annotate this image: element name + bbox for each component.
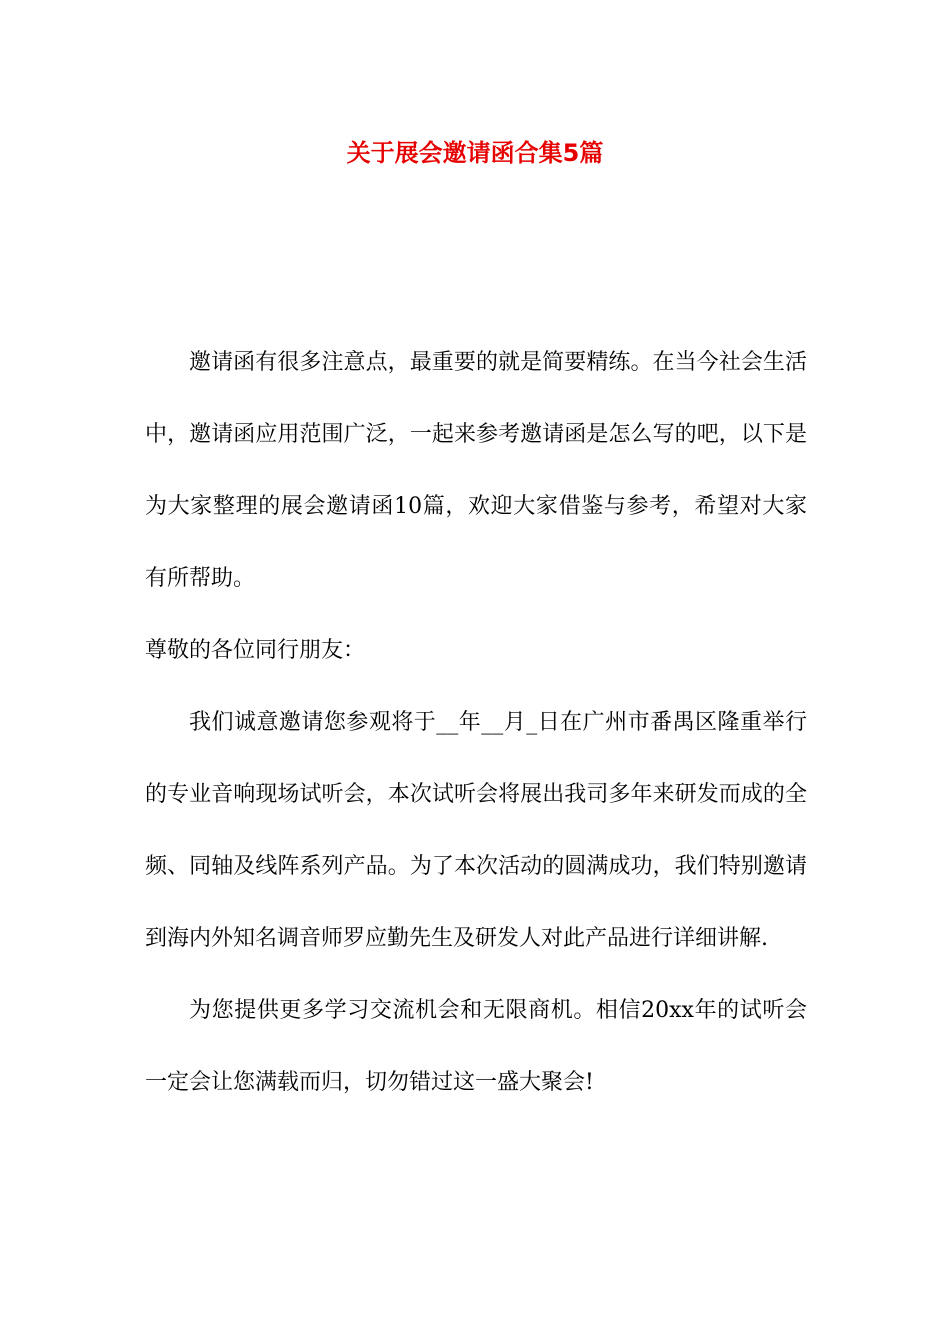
closing-paragraph: 为您提供更多学习交流机会和无限商机。相信20xx年的试听会一定会让您满载而归，切勿错过这一盛大聚会! [145,998,807,1095]
document-body [145,327,807,1119]
salutation: 尊敬的各位同行朋友： [145,638,366,663]
intro-paragraph: 邀请函有很多注意点，最重要的就是简要精练。在当今社会生活中，邀请函应用范围广泛，一起来参考邀请函是怎么写的吧，以下是为大家整理的展会邀请函10篇，欢迎大家借鉴与参考，希望对大家有所帮助。 [145,350,807,591]
document-title: 关于展会邀请函合集5篇 [346,139,604,167]
invitation-paragraph: 我们诚意邀请您参观将于__年__月_日在广州市番禺区隆重举行的专业音响现场试听会，本次试听会将展出我司多年来研发而成的全频、同轴及线阵系列产品。为了本次活动的圆满成功，我们特别邀请到海内外知名调音师罗应勤先生及研发人对此产品进行详细讲解. [145,710,807,951]
